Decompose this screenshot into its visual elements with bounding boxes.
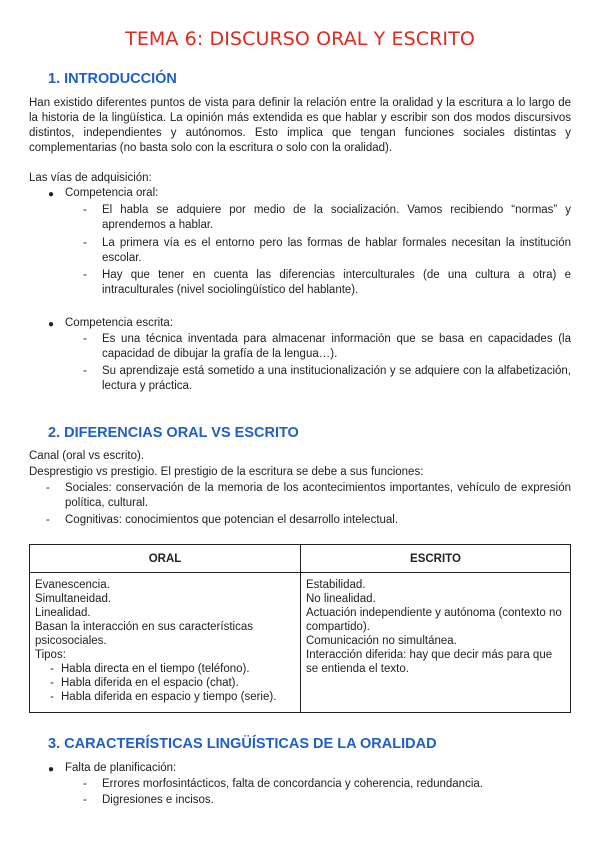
escrita-item-2: Su aprendizaje está sometido a una institucionalización y se adquiere con la alfabetización, lectura y práctica. [102, 365, 571, 392]
oral-item-1: El habla se adquiere por medio de la socialización. Vamos recibiendo “normas” y aprendemos a hablar. [102, 204, 571, 231]
intro-paragraph: Han existido diferentes puntos de vista para definir la relación entre la oralidad y la escritura a lo largo de la historia de la lingüística. La opinión más extendida es que hablar y escribir son dos modos discursivos distintos, independientes y autónomos. Esto implica que tengan funciones sociales distintas y complementarias (no basta solo con la escritura o solo con la oralidad). [29, 97, 571, 154]
vias-label: Las vías de adquisición: [29, 172, 152, 184]
section-1-heading: 1. INTRODUCCIÓN [48, 71, 177, 87]
bullet-icon: ● [48, 764, 55, 775]
table-row [30, 573, 571, 713]
dash-icon: - [83, 269, 87, 281]
dash-icon: - [83, 204, 87, 216]
oral-cell [30, 573, 301, 713]
tipo-item: - Habla diferida en el espacio (chat). [35, 676, 296, 690]
dash-icon: - [46, 482, 50, 494]
dash-icon: - [83, 778, 87, 790]
dash-icon: - [83, 333, 87, 345]
escrito-line: No linealidad. [306, 593, 376, 605]
column-header-escrito: ESCRITO [301, 545, 571, 573]
oral-item-3: Hay que tener en cuenta las diferencias interculturales (de una cultura a otra) e intraculturales (nivel sociolingüístico del hablante). [102, 269, 571, 296]
desprestigio-line: Desprestigio vs prestigio. El prestigio de la escritura se debe a sus funciones: [29, 466, 424, 478]
table-header-row [30, 545, 571, 573]
column-header-oral: ORAL [30, 545, 301, 573]
escrito-line: Actuación independiente y autónoma (contexto no compartido). [306, 607, 562, 633]
section-3-heading: 3. CARACTERÍSTICAS LINGÜÍSTICAS DE LA ORALIDAD [48, 736, 437, 752]
dash-icon: - [50, 691, 54, 703]
planificacion-item-1: Errores morfosintácticos, falta de concordancia y coherencia, redundancia. [102, 778, 483, 790]
escrito-line: Estabilidad. [306, 579, 366, 591]
oral-line: Basan la interacción en sus características psicosociales. [35, 621, 253, 647]
bullet-icon: ● [48, 189, 55, 200]
competencia-oral-label: Competencia oral: [65, 187, 159, 199]
tipo-item: - Habla directa en el tiempo (teléfono). [35, 662, 296, 676]
dash-icon: - [83, 794, 87, 806]
oral-line: Evanescencia. [35, 579, 110, 591]
oral-line: Tipos: [35, 649, 66, 661]
funciones-item-2: Cognitivas: conocimientos que potencian el desarrollo intelectual. [65, 514, 399, 526]
dash-icon: - [46, 514, 50, 526]
escrito-cell [301, 573, 571, 713]
falta-planificacion-label: Falta de planificación: [65, 762, 177, 774]
planificacion-item-2: Digresiones e incisos. [102, 794, 214, 806]
dash-icon: - [50, 677, 54, 689]
oral-item-2: La primera vía es el entorno pero las formas de hablar formales necesitan la institución escolar. [102, 237, 571, 264]
oral-line: Linealidad. [35, 607, 91, 619]
escrito-line: Comunicación no simultánea. [306, 635, 457, 647]
tipo-item: - Habla diferida en espacio y tiempo (serie). [35, 690, 296, 704]
bullet-icon: ● [48, 319, 55, 330]
dash-icon: - [83, 365, 87, 377]
competencia-escrita-label: Competencia escrita: [65, 317, 174, 329]
comparison-table [29, 544, 571, 713]
canal-line: Canal (oral vs escrito). [29, 450, 145, 462]
oral-line: Simultaneidad. [35, 593, 112, 605]
escrito-line: Interacción diferida: hay que decir más para que se entienda el texto. [306, 649, 553, 675]
section-2-heading: 2. DIFERENCIAS ORAL VS ESCRITO [48, 425, 299, 441]
escrita-item-1: Es una técnica inventada para almacenar información que se basa en capacidades (la capacidad de dibujar la grafía de la lengua…). [102, 333, 571, 360]
page-title: TEMA 6: DISCURSO ORAL Y ESCRITO [125, 28, 475, 50]
dash-icon: - [50, 663, 54, 675]
dash-icon: - [83, 237, 87, 249]
funciones-item-1: Sociales: conservación de la memoria de los acontecimientos importantes, vehículo de expresión política, cultural. [65, 482, 571, 509]
